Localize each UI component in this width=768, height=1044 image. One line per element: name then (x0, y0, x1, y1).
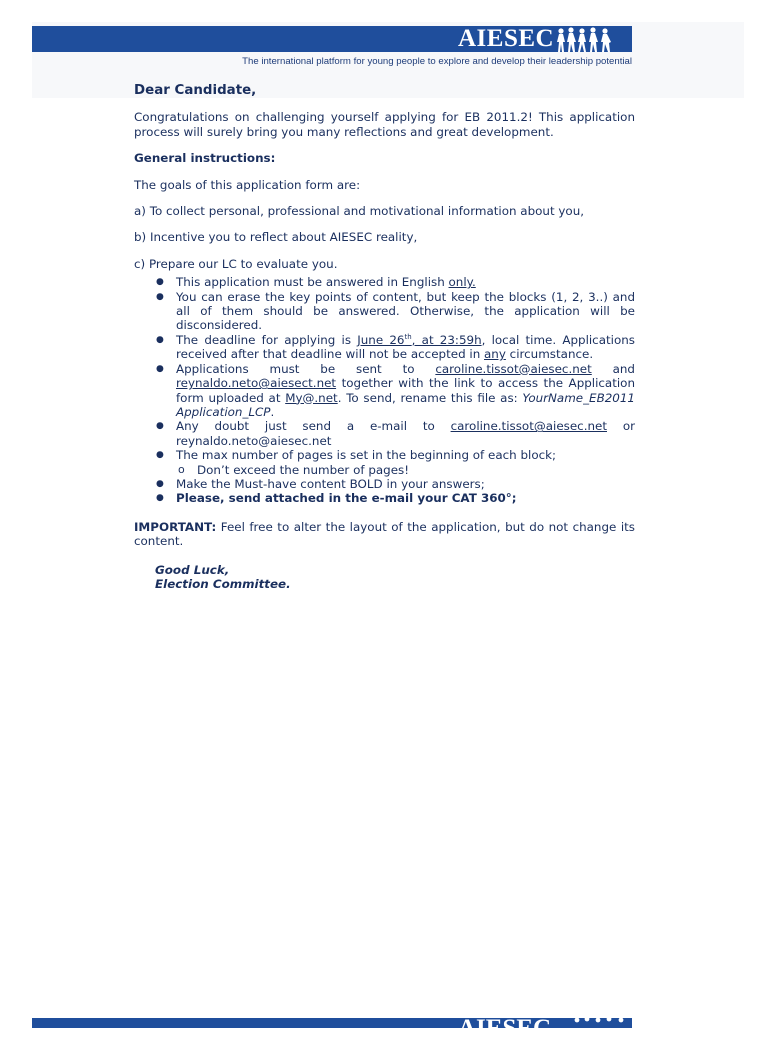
list-item: ● Any doubt just send a e-mail to caroline.tissot@aiesec.net or reynaldo.neto@aiesec.net (134, 419, 635, 448)
myaiesec-link[interactable]: My@.net (285, 390, 338, 405)
aiesec-logo (458, 24, 616, 54)
people-silhouettes-icon (556, 25, 616, 53)
greeting: Dear Candidate, (134, 83, 257, 98)
sub-list (176, 463, 635, 477)
logo-text: AIESEC (458, 25, 555, 52)
list-item: ● This application must be answered in English only. (134, 275, 635, 289)
instructions-list (134, 275, 635, 506)
email-link-caroline-2[interactable]: caroline.tissot@aiesec.net (450, 419, 607, 434)
list-item: ● Applications must be sent to caroline.tissot@aiesec.net and reynaldo.neto@aiesect.net together with the link to access the Application form uploaded at My@.net. To send, rename this file as: YourName_EB2011 Application_LCP. (134, 362, 635, 420)
tagline: The international platform for young people to explore and develop their leadership potential (242, 56, 632, 67)
goal-c: c) Prepare our LC to evaluate you. (134, 256, 338, 271)
important-note: IMPORTANT: Feel free to alter the layout of the application, but do not change its content. (134, 519, 635, 549)
goals-intro: The goals of this application form are: (134, 177, 361, 192)
list-item: ● The deadline for applying is June 26th, at 23:59h, local time. Applications received after that deadline will not be accepted in any circumstance. (134, 333, 635, 362)
closing-line-1: Good Luck, (155, 562, 230, 577)
deadline-link[interactable]: June 26th, at 23:59h (357, 332, 482, 347)
goal-a: a) To collect personal, professional and motivational information about you, (134, 204, 585, 219)
goal-b: b) Incentive you to reflect about AIESEC reality, (134, 230, 418, 245)
closing-line-2: Election Committee. (155, 576, 291, 591)
filename-text: YourName_EB2011 Application_LCP (176, 390, 635, 419)
list-item: ● Please, send attached in the e-mail your CAT 360°; (134, 491, 635, 505)
list-item: ● The max number of pages is set in the beginning of each block; o Don’t exceed the number of pages! (134, 448, 635, 477)
footer-logo-text: AIESEC (458, 1015, 552, 1042)
only-link[interactable]: only. (448, 275, 476, 290)
letter-body (134, 84, 635, 591)
email-link-reynaldo[interactable]: reynaldo.neto@aiesect.net (176, 376, 337, 391)
list-item: ● You can erase the key points of content, but keep the blocks (1, 2, 3..) and all of them should be answered. Otherwise, the application will be disconsidered. (134, 290, 635, 333)
people-silhouettes-icon (572, 1016, 628, 1024)
any-link[interactable]: any (484, 347, 506, 362)
sub-list-item: o Don’t exceed the number of pages! (176, 463, 635, 477)
intro-paragraph: Congratulations on challenging yourself applying for EB 2011.2! This application process will surely bring you many reflections and great development. (134, 110, 635, 139)
important-label: IMPORTANT: (134, 519, 217, 534)
general-instructions-heading: General instructions: (134, 151, 276, 166)
list-item: ● Make the Must-have content BOLD in your answers; (134, 477, 635, 491)
email-link-caroline[interactable]: caroline.tissot@aiesec.net (435, 361, 592, 376)
